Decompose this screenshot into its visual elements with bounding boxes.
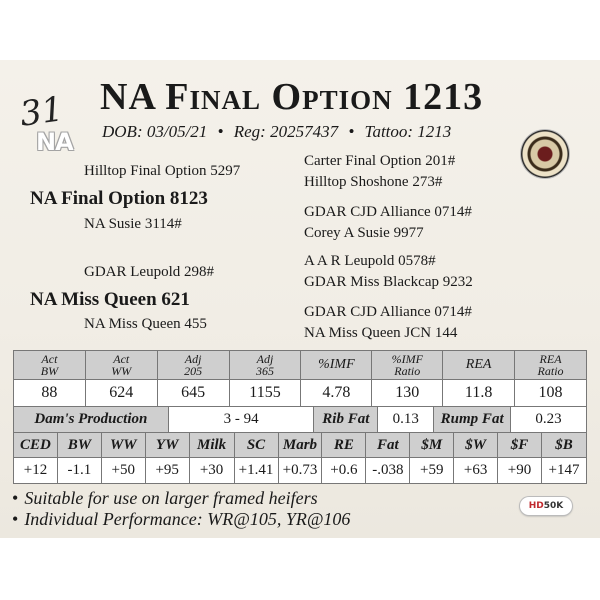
epd-header: Milk: [189, 433, 234, 458]
epd-value: +0.6: [322, 458, 366, 484]
epd-header: SC: [234, 433, 278, 458]
epd-value: +59: [410, 458, 454, 484]
epd-header: RE: [322, 433, 366, 458]
epd-value: +1.41: [234, 458, 278, 484]
epd-value: -1.1: [57, 458, 101, 484]
animal-name-title: NA Final Option 1213: [100, 76, 484, 118]
rump-fat-label: Rump Fat: [434, 407, 511, 433]
bullet-icon: •: [12, 509, 19, 529]
sire-name: NA Final Option 8123: [30, 188, 208, 209]
ss-dam: Hilltop Shoshone 273#: [304, 174, 443, 190]
epd-header: WW: [101, 433, 145, 458]
ss-sire: Carter Final Option 201#: [304, 153, 456, 169]
bullet-icon: •: [12, 488, 19, 508]
ds-sire: A A R Leupold 0578#: [304, 253, 436, 269]
dam-production-table: [13, 406, 587, 433]
epd-header: YW: [145, 433, 189, 458]
epd-header: Fat: [366, 433, 410, 458]
brand-logo: NA: [36, 128, 73, 156]
note-item: • Individual Performance: WR@105, YR@106: [12, 509, 351, 529]
note-item: • Suitable for use on larger framed heifers: [12, 488, 318, 508]
sire-sire: Hilltop Final Option 5297: [84, 163, 241, 179]
performance-header: Act WW: [85, 351, 157, 380]
separator-dot: •: [217, 122, 224, 141]
performance-header: REA: [443, 351, 515, 380]
epd-value: +95: [145, 458, 189, 484]
dam-production-value: 3 - 94: [168, 407, 314, 433]
tattoo-text: Tattoo: 1213: [364, 122, 452, 141]
performance-value: 645: [157, 380, 229, 407]
epd-value: +147: [541, 458, 586, 484]
hd50k-badge: HD50K: [520, 497, 572, 515]
epd-value: +30: [189, 458, 234, 484]
performance-header: Act BW: [14, 351, 86, 380]
association-seal-icon: [521, 130, 569, 178]
epd-value: +90: [498, 458, 542, 484]
rib-fat-value: 0.13: [378, 407, 434, 433]
epd-value: +63: [454, 458, 498, 484]
performance-header: %IMF Ratio: [372, 351, 443, 380]
epd-header: $B: [541, 433, 586, 458]
epd-value: +12: [14, 458, 58, 484]
epd-value: -.038: [366, 458, 410, 484]
epd-header: $F: [498, 433, 542, 458]
dob-text: DOB: 03/05/21: [102, 122, 208, 141]
epd-header: CED: [14, 433, 58, 458]
dam-sire: GDAR Leupold 298#: [84, 264, 214, 280]
performance-value-row: [14, 380, 587, 407]
rump-fat-value: 0.23: [511, 407, 587, 433]
rib-fat-label: Rib Fat: [314, 407, 378, 433]
performance-value: 108: [515, 380, 587, 407]
performance-header: Adj 205: [157, 351, 229, 380]
performance-header: REA Ratio: [515, 351, 587, 380]
reg-number: Reg: 20257437: [233, 122, 339, 141]
dd-dam: NA Miss Queen JCN 144: [304, 325, 458, 341]
registration-line: [102, 122, 522, 142]
performance-value: 11.8: [443, 380, 515, 407]
performance-value: 88: [14, 380, 86, 407]
dam-dam: NA Miss Queen 455: [84, 316, 207, 332]
epd-table: [13, 432, 587, 484]
separator-dot: •: [348, 122, 355, 141]
performance-header: Adj 365: [229, 351, 301, 380]
performance-header: %IMF: [301, 351, 372, 380]
epd-header: $W: [454, 433, 498, 458]
dam-production-row: [14, 407, 587, 433]
epd-value: +0.73: [278, 458, 322, 484]
sd-sire: GDAR CJD Alliance 0714#: [304, 204, 472, 220]
performance-value: 624: [85, 380, 157, 407]
performance-header-row: [14, 351, 587, 380]
performance-table: [13, 350, 587, 407]
epd-header-row: [14, 433, 587, 458]
notes-list: [12, 488, 350, 530]
performance-value: 4.78: [301, 380, 372, 407]
performance-value: 1155: [229, 380, 301, 407]
ds-dam: GDAR Miss Blackcap 9232: [304, 274, 473, 290]
epd-header: Marb: [278, 433, 322, 458]
dd-sire: GDAR CJD Alliance 0714#: [304, 304, 472, 320]
lot-number: 31: [17, 89, 66, 135]
performance-value: 130: [372, 380, 443, 407]
dam-name: NA Miss Queen 621: [30, 289, 190, 310]
sd-dam: Corey A Susie 9977: [304, 225, 424, 241]
epd-header: $M: [410, 433, 454, 458]
epd-header: BW: [57, 433, 101, 458]
epd-value-row: [14, 458, 587, 484]
epd-value: +50: [101, 458, 145, 484]
sire-dam: NA Susie 3114#: [84, 216, 182, 232]
dam-production-label: Dam's Production: [14, 407, 169, 433]
